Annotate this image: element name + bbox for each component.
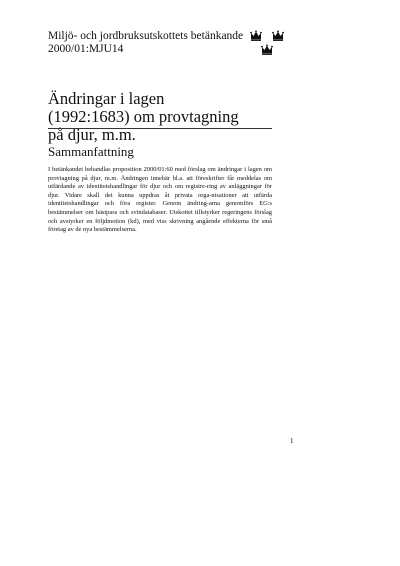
three-crowns-icon bbox=[248, 28, 288, 58]
summary-paragraph: I betänkandet behandlas proposition 2000/01:60 med förslag om ändringar i lagen om provtagning på djur, m.m. Ändringen innebär bl.a. att föreskrifter får meddelas om utfärdande av identitetshandlingar för djur och om registre-ring av anläggningar för djur. Vidare skall det kunna uppdras åt privata orga-nisationer att utfärda identitetshandlingar och föra register. Genom ändring-arna genomförs EG:s bestämmelser om hästpass och svindatabaser. Utskottet tillstyrker regeringens förslag och avstyrker en följdmotion (kd), med viss skrivning angående effekterna för små företag av de nya bestämmelserna. bbox=[48, 166, 272, 234]
report-number: 2000/01:MJU14 bbox=[48, 43, 124, 55]
title-divider bbox=[48, 128, 272, 129]
document-title: Ändringar i lagen (1992:1683) om provtagning på djur, m.m. bbox=[48, 89, 239, 144]
page-number: 1 bbox=[290, 437, 294, 445]
report-header bbox=[48, 30, 243, 56]
section-heading: Sammanfattning bbox=[48, 144, 134, 159]
committee-name: Miljö- och jordbruksutskottets betänkande bbox=[48, 30, 244, 42]
